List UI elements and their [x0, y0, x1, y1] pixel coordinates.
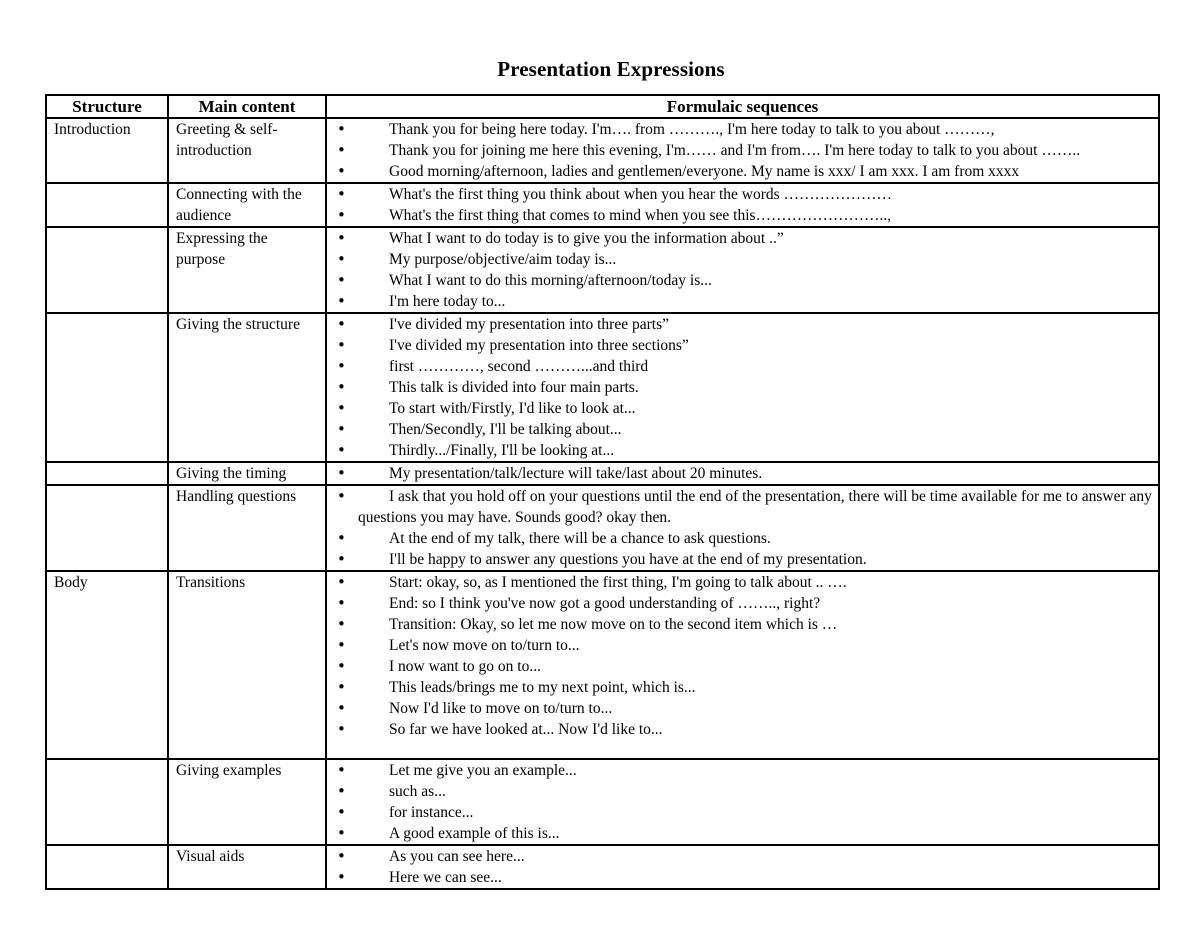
list-item: • So far we have looked at... Now I'd like to... [334, 719, 1152, 740]
structure-cell [46, 485, 168, 571]
list-item: • I now want to go on to... [334, 656, 1152, 677]
list-item: • Thank you for joining me here this evening, I'm…… and I'm from…. I'm here today to talk to you about …….. [334, 140, 1152, 161]
list-item: • What I want to do this morning/afternoon/today is... [334, 270, 1152, 291]
sequence-list [334, 846, 1152, 888]
list-item: • Transition: Okay, so let me now move on to the second item which is … [334, 614, 1152, 635]
main-content-cell: Connecting with the audience [168, 183, 326, 227]
list-item: • Now I'd like to move on to/turn to... [334, 698, 1152, 719]
main-content-cell: Handling questions [168, 485, 326, 571]
table-row [46, 759, 1159, 845]
header-formulaic-sequences: Formulaic sequences [326, 95, 1159, 118]
main-content-cell: Greeting & self-introduction [168, 118, 326, 183]
table-header-row [46, 95, 1159, 118]
sequence-list [334, 184, 1152, 226]
list-item: • This talk is divided into four main parts. [334, 377, 1152, 398]
list-item: • Start: okay, so, as I mentioned the first thing, I'm going to talk about .. …. [334, 572, 1152, 593]
list-item: • I'm here today to... [334, 291, 1152, 312]
table-row [46, 183, 1159, 227]
sequence-list [334, 486, 1152, 570]
structure-cell: Body [46, 571, 168, 759]
list-item: • What I want to do today is to give you the information about ..” [334, 228, 1152, 249]
list-item: • I'll be happy to answer any questions you have at the end of my presentation. [334, 549, 1152, 570]
list-item: • Thank you for being here today. I'm…. from ………., I'm here today to talk to you about ………, [334, 119, 1152, 140]
structure-cell [46, 227, 168, 313]
sequence-list [334, 119, 1152, 182]
list-item: • A good example of this is... [334, 823, 1152, 844]
main-content-cell: Visual aids [168, 845, 326, 889]
list-item: • I've divided my presentation into three parts” [334, 314, 1152, 335]
sequences-cell [326, 227, 1159, 313]
main-content-cell: Giving the structure [168, 313, 326, 462]
structure-cell [46, 462, 168, 485]
structure-cell: Introduction [46, 118, 168, 183]
list-item: • Let me give you an example... [334, 760, 1152, 781]
list-item: • What's the first thing you think about when you hear the words ………………… [334, 184, 1152, 205]
main-content-cell: Giving examples [168, 759, 326, 845]
structure-cell [46, 759, 168, 845]
expressions-table [45, 94, 1160, 890]
sequences-cell [326, 845, 1159, 889]
sequence-list [334, 760, 1152, 844]
table-row [46, 313, 1159, 462]
sequences-cell [326, 485, 1159, 571]
main-content-cell: Giving the timing [168, 462, 326, 485]
list-item: • Let's now move on to/turn to... [334, 635, 1152, 656]
list-item: • I've divided my presentation into three sections” [334, 335, 1152, 356]
sequences-cell [326, 183, 1159, 227]
list-item: • To start with/Firstly, I'd like to look at... [334, 398, 1152, 419]
sequences-cell [326, 571, 1159, 759]
sequences-cell [326, 462, 1159, 485]
list-item: • first …………, second ………...and third [334, 356, 1152, 377]
list-item: • At the end of my talk, there will be a chance to ask questions. [334, 528, 1152, 549]
list-item: • such as... [334, 781, 1152, 802]
list-item: • Then/Secondly, I'll be talking about... [334, 419, 1152, 440]
main-content-cell: Expressing the purpose [168, 227, 326, 313]
sequence-list [334, 572, 1152, 740]
list-item: • As you can see here... [334, 846, 1152, 867]
table-row [46, 485, 1159, 571]
list-item: • This leads/brings me to my next point, which is... [334, 677, 1152, 698]
sequences-cell [326, 118, 1159, 183]
main-content-cell: Transitions [168, 571, 326, 759]
table-row [46, 571, 1159, 759]
sequence-list [334, 463, 1152, 484]
sequence-list [334, 314, 1152, 461]
table-row [46, 227, 1159, 313]
list-item: • My presentation/talk/lecture will take/last about 20 minutes. [334, 463, 1152, 484]
list-item: • End: so I think you've now got a good understanding of …….., right? [334, 593, 1152, 614]
structure-cell [46, 845, 168, 889]
table-row [46, 118, 1159, 183]
page-title: Presentation Expressions [497, 57, 725, 81]
table-row [46, 462, 1159, 485]
sequences-cell [326, 313, 1159, 462]
list-item: • What's the first thing that comes to mind when you see this…………………….., [334, 205, 1152, 226]
list-item: • Good morning/afternoon, ladies and gentlemen/everyone. My name is xxx/ I am xxx. I am from xxxx [334, 161, 1152, 182]
structure-cell [46, 183, 168, 227]
header-structure: Structure [46, 95, 168, 118]
list-item: • My purpose/objective/aim today is... [334, 249, 1152, 270]
sequences-cell [326, 759, 1159, 845]
list-item: • Here we can see... [334, 867, 1152, 888]
table-row [46, 845, 1159, 889]
list-item: • for instance... [334, 802, 1152, 823]
list-item: • Thirdly.../Finally, I'll be looking at... [334, 440, 1152, 461]
list-item: • I ask that you hold off on your questions until the end of the presentation, there will be time available for me to answer any questions you may have. Sounds good? okay then. [334, 486, 1152, 528]
header-main-content: Main content [168, 95, 326, 118]
structure-cell [46, 313, 168, 462]
sequence-list [334, 228, 1152, 312]
